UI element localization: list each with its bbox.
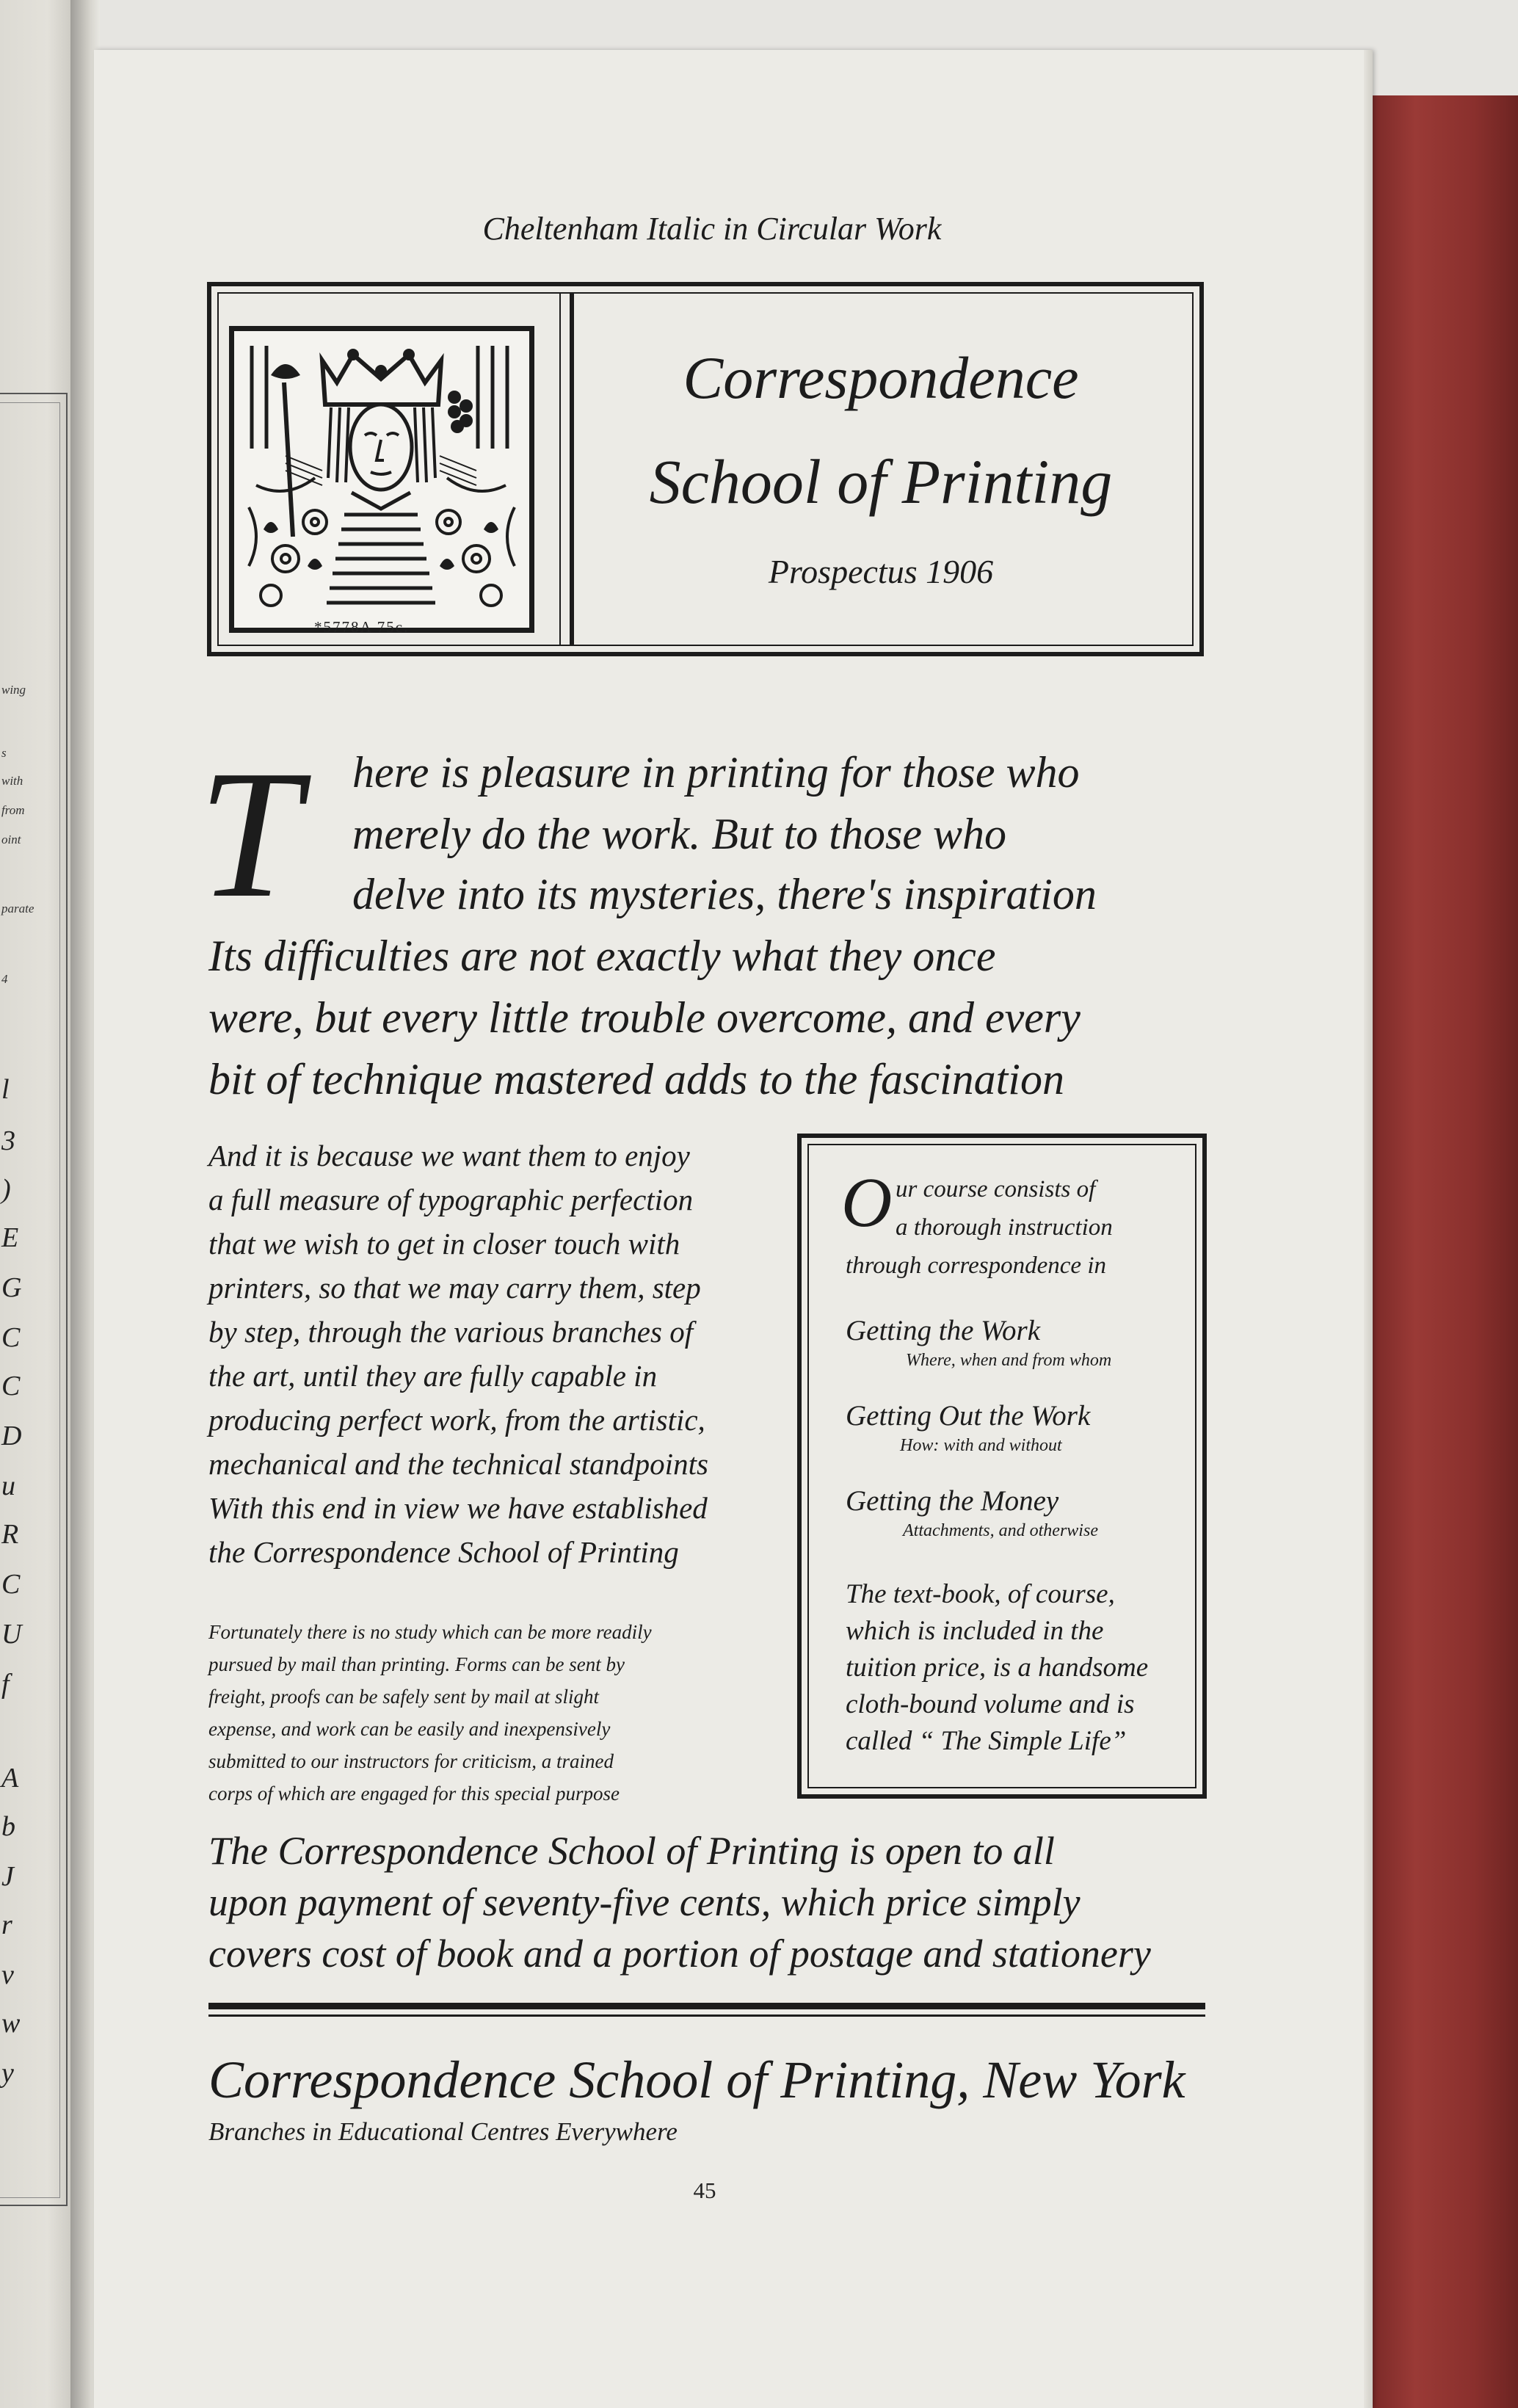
adjacent-page-glyph: l [1,1074,10,1105]
adjacent-page-glyph: C [1,1371,21,1401]
header-divider [559,292,561,646]
adjacent-page-word: from [1,803,25,817]
column-small-line: corps of which are engaged for this special purpose [208,1783,620,1805]
course-item-title: Getting the Money [846,1485,1059,1517]
header-title-line2: School of Printing [649,446,1113,517]
adjacent-page-word: wing [1,683,26,697]
adjacent-page-glyph: u [1,1470,15,1501]
adjacent-page-glyph: D [1,1421,22,1451]
course-intro-line: through correspondence in [846,1252,1106,1279]
column-line: a full measure of typographic perfection [208,1183,694,1216]
closing-line: upon payment of seventy-five cents, which price simply [208,1880,1081,1924]
column-line: by step, through the various branches of [208,1315,694,1349]
course-item-sub: Where, when and from whom [906,1351,1112,1370]
course-intro-line: ur course consists of [896,1176,1096,1203]
footer-rule [208,2003,1205,2009]
adjacent-page-glyph: ) [1,1174,11,1205]
intro-line: here is pleasure in printing for those who [352,748,1080,797]
intro-line: were, but every little trouble overcome, and every [208,993,1081,1042]
adjacent-page-glyph: 3 [1,1125,15,1156]
closing-line: The Correspondence School of Printing is open to all [208,1829,1055,1873]
adjacent-page-glyph: J [1,1861,14,1892]
page-number: 45 [693,2177,716,2203]
course-item-title: Getting Out the Work [846,1400,1091,1432]
column-line: the art, until they are fully capable in [208,1359,658,1393]
column-small-line: freight, proofs can be safely sent by mail at slight [208,1686,599,1708]
king-illustration [229,326,534,633]
column-line: that we wish to get in closer touch with [208,1227,680,1261]
column-small-line: Fortunately there is no study which can be more readily [208,1621,652,1643]
course-closing-line: The text-book, of course, [846,1579,1115,1609]
footer-rule-thin [208,2014,1205,2017]
header-title-line1: Correspondence [683,344,1079,411]
adjacent-page-glyph: y [1,2058,14,2089]
course-item-sub: Attachments, and otherwise [903,1521,1098,1540]
course-closing-line: cloth-bound volume and is [846,1689,1135,1719]
drop-cap: T [198,733,301,936]
running-head: Cheltenham Italic in Circular Work [482,211,942,247]
course-intro-line: a thorough instruction [896,1214,1113,1241]
intro-line: merely do the work. But to those who [352,810,1006,858]
course-closing-line: tuition price, is a handsome [846,1653,1149,1683]
adjacent-page-word: with [1,774,23,788]
column-line: the Correspondence School of Printing [208,1535,679,1569]
column-small-line: expense, and work can be easily and inexpensively [208,1718,611,1740]
intro-line: bit of technique mastered adds to the fascination [208,1055,1064,1103]
footer-subtitle: Branches in Educational Centres Everywhere [208,2117,678,2146]
header-subtitle: Prospectus 1906 [768,553,994,590]
adjacent-page-word: oint [1,833,21,846]
adjacent-page-glyph: C [1,1322,21,1353]
adjacent-page-glyph: r [1,1910,12,1940]
adjacent-page-word: parate [1,902,34,915]
intro-line: Its difficulties are not exactly what they once [208,932,996,980]
closing-line: covers cost of book and a portion of postage and stationery [208,1932,1151,1976]
course-item-title: Getting the Work [846,1315,1041,1346]
adjacent-page-glyph: v [1,1959,14,1990]
course-closing-line: called “ The Simple Life” [846,1726,1127,1756]
footer-title: Correspondence School of Printing, New York [208,2050,1185,2109]
book-cover-cloth [1371,95,1518,2408]
column-line: With this end in view we have established [208,1491,708,1525]
adjacent-page-word: s [1,746,7,760]
header-divider-thick [570,292,574,646]
intro-line: delve into its mysteries, there's inspiration [352,870,1097,918]
column-small-line: submitted to our instructors for criticism, a trained [208,1750,614,1772]
page-edge [1364,50,1373,2408]
adjacent-page-word: 4 [1,972,8,986]
adjacent-page-glyph: f [1,1669,10,1700]
course-box-initial: O [841,1163,893,1241]
adjacent-page-glyph: A [1,1763,19,1794]
adjacent-page-glyph: U [1,1619,22,1650]
adjacent-page-glyph: b [1,1811,15,1842]
course-closing-line: which is included in the [846,1616,1104,1646]
column-small-line: pursued by mail than printing. Forms can be sent by [208,1653,625,1675]
adjacent-page-glyph: E [1,1222,19,1253]
column-line: producing perfect work, from the artistic, [208,1403,705,1437]
column-line: And it is because we want them to enjoy [208,1139,690,1172]
column-line: mechanical and the technical standpoints [208,1447,708,1481]
course-item-sub: How: with and without [900,1436,1062,1455]
king-woodcut-icon [242,338,522,620]
column-line: printers, so that we may carry them, step [208,1271,701,1305]
adjacent-page-glyph: C [1,1569,21,1600]
adjacent-page-glyph: G [1,1272,22,1303]
adjacent-page-glyph: w [1,2008,21,2039]
adjacent-page-glyph: R [1,1519,19,1550]
cut-number-caption: *5778A 75c. [314,618,410,636]
